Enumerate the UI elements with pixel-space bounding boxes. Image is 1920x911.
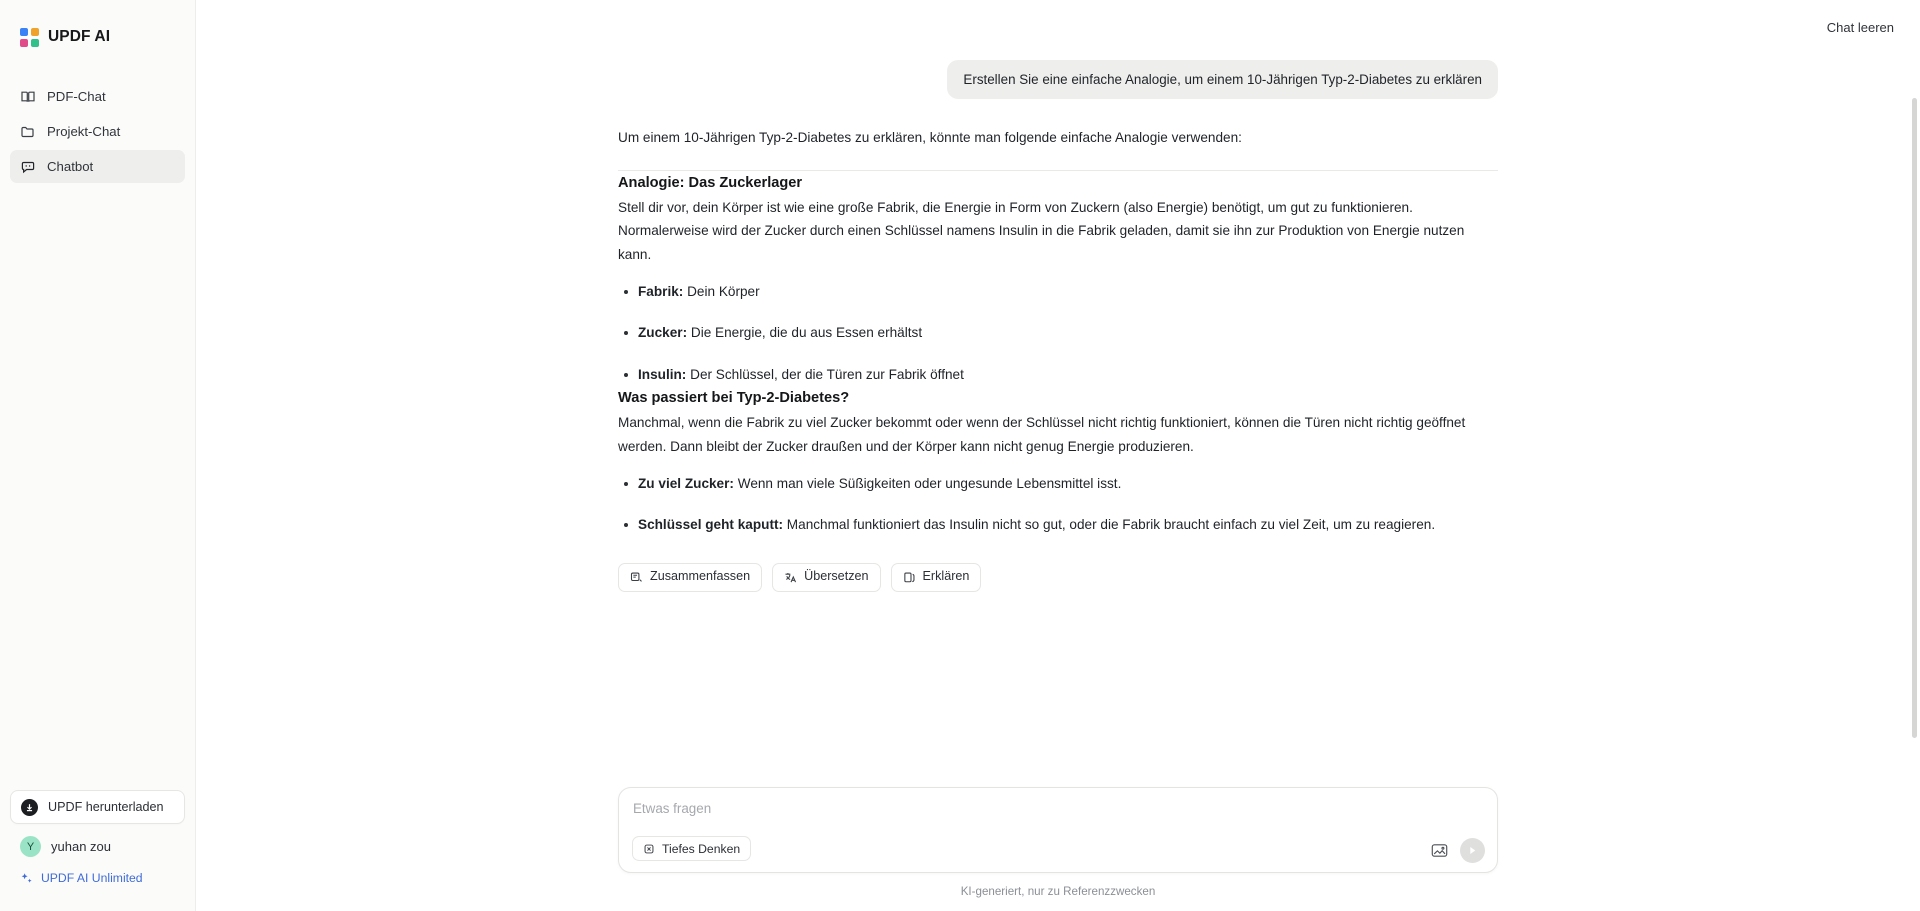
list-item [635,513,1498,536]
updf-ai-unlimited-label: UPDF AI Unlimited [41,871,143,885]
list-item-term: Fabrik: [638,284,684,300]
image-attach-icon[interactable] [1430,841,1449,860]
list-item-text: Die Energie, die du aus Essen erhältst [687,325,923,341]
download-updf-label: UPDF herunterladen [48,800,164,814]
translate-label: Übersetzen [804,569,869,584]
folder-icon [20,124,36,140]
section-2-paragraph: Manchmal, wenn die Fabrik zu viel Zucker bekommt oder wenn der Schlüssel nicht richtig funktioniert, können die Türen nicht richtig geöffnet werden. Dann bleibt der Zucker draußen und der Körper kann nicht genug Energie produzieren. [618,415,1466,454]
chat-scroll-area [196,54,1920,911]
sidebar [0,0,196,911]
section-1-title: Analogie: Das Zuckerlager [618,174,803,191]
chat-input[interactable] [633,801,1333,816]
list-item [635,280,1498,303]
download-icon [21,799,38,816]
translate-icon [784,571,797,584]
sidebar-bottom [0,790,195,911]
list-item-text: Der Schlüssel, der die Türen zur Fabrik öffnet [686,366,964,382]
sidebar-item-label: Projekt-Chat [47,124,121,139]
chat-column [618,60,1498,592]
sidebar-nav [0,80,195,183]
assistant-action-row [618,563,1498,592]
list-item [635,363,1498,386]
updf-logo-icon [20,28,39,47]
user-message-row [618,60,1498,99]
assistant-message [618,126,1498,591]
updf-ai-unlimited-link[interactable] [10,863,185,899]
brand-name: UPDF AI [48,28,111,45]
sidebar-item-label: PDF-Chat [47,89,106,104]
book-icon [20,89,36,105]
avatar: Y [20,836,41,857]
sidebar-item-pdf-chat[interactable] [10,80,185,113]
deep-think-icon [643,843,655,855]
user-message: Erstellen Sie eine einfache Analogie, um einem 10-Jährigen Typ-2-Diabetes zu erklären [947,60,1498,99]
sparkle-icon [20,872,33,885]
user-name: yuhan zou [51,839,111,854]
disclaimer: KI-generiert, nur zu Referenzzwecken [960,885,1156,898]
sidebar-item-chatbot[interactable] [10,150,185,183]
list-item-term: Zu viel Zucker: [638,475,734,491]
section-2-title: Was passiert bei Typ-2-Diabetes? [618,390,850,407]
list-item-term: Insulin: [638,366,687,382]
summarize-icon [630,571,643,584]
chatbot-icon [20,159,36,175]
list-item-term: Schlüssel geht kaputt: [638,517,784,533]
explain-label: Erklären [922,569,970,584]
sidebar-item-label: Chatbot [47,159,94,174]
composer-area [196,787,1920,911]
list-item [635,321,1498,344]
explain-button[interactable] [891,563,982,592]
list-item-text: Manchmal funktioniert das Insulin nicht so gut, oder die Fabrik braucht einfach zu viel Zeit, um zu reagieren. [783,517,1436,533]
summarize-button[interactable] [618,563,762,592]
list-item-text: Wenn man viele Süßigkeiten oder ungesunde Lebensmittel isst. [733,475,1122,491]
explain-icon [903,571,916,584]
topbar [196,0,1920,54]
section-1-paragraph: Stell dir vor, dein Körper ist wie eine große Fabrik, die Energie in Form von Zuckern (also Energie) benötigt, um gut zu funktionieren. Normalerweise wird der Zucker durch einen Schlüssel namens Insulin in die Fabrik geladen, damit sie ihn zur Produktion von Energie nutzen kann. [618,199,1465,262]
summarize-label: Zusammenfassen [650,569,751,584]
download-updf-button[interactable] [10,790,185,824]
translate-button[interactable] [772,563,880,592]
brand [0,0,195,54]
sidebar-item-projekt-chat[interactable] [10,115,185,148]
composer [618,787,1498,873]
main-panel [196,0,1920,911]
list-item-text: Dein Körper [683,284,760,300]
assistant-intro: Um einem 10-Jährigen Typ-2-Diabetes zu erklären, könnte man folgende einfache Analogie verwenden: [618,130,1242,146]
list-item-term: Zucker: [638,325,688,341]
user-row[interactable] [10,824,185,863]
list-item [635,472,1498,495]
section-2-bullets [618,472,1498,537]
chat-scrollbar[interactable] [1912,98,1917,738]
send-button[interactable] [1460,838,1485,863]
composer-right-controls [1430,838,1485,863]
clear-chat-button[interactable]: Chat leeren [1826,19,1894,35]
deep-think-toggle[interactable] [632,836,751,861]
deep-think-label: Tiefes Denken [662,841,741,856]
section-1-bullets [618,280,1498,386]
